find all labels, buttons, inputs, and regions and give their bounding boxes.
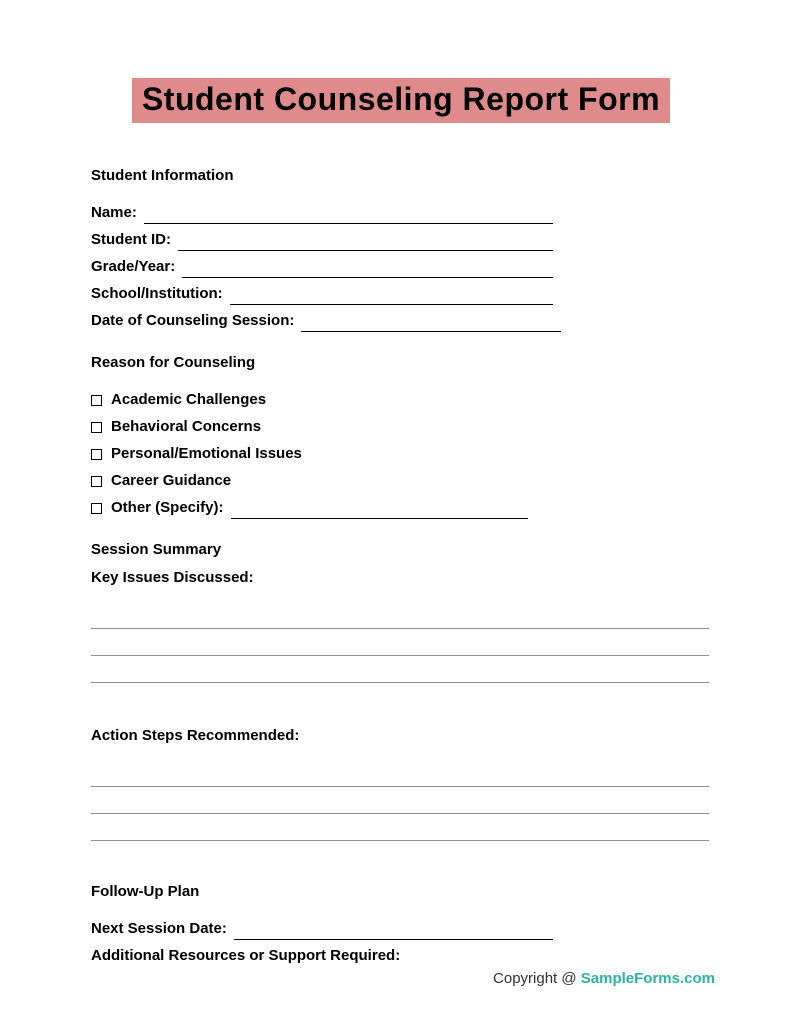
checkbox-academic-challenges [91,384,528,411]
checkbox-behavioral-concerns-label: Behavioral Concerns [111,418,262,435]
field-grade-year [91,251,553,278]
writing-line [91,656,709,683]
checkbox-icon [91,395,102,406]
field-counseling-date-label: Date of Counseling Session: [91,312,295,329]
session-summary-heading: Session Summary [91,541,222,558]
writing-line [91,814,709,841]
field-name-label: Name: [91,204,137,221]
field-student-id-blank-line [178,231,553,251]
key-issues-label: Key Issues Discussed: [91,569,254,586]
section-reason-for-counseling [91,354,711,519]
field-student-id-label: Student ID: [91,231,171,248]
checkbox-icon [91,422,102,433]
writing-line [91,760,709,787]
checkbox-personal-emotional-issues-label: Personal/Emotional Issues [111,445,302,462]
checkbox-icon [91,449,102,460]
action-steps-lines [91,760,709,841]
section-session-summary [91,541,711,841]
page-title: Student Counseling Report Form [132,78,670,123]
field-counseling-date-blank-line [301,312,561,332]
key-issues-lines [91,602,709,683]
writing-line [91,787,709,814]
field-school-institution-blank-line [230,285,553,305]
checkbox-career-guidance-label: Career Guidance [111,472,232,489]
writing-line [91,602,709,629]
field-school-institution [91,278,553,305]
title-wrap [91,78,711,123]
field-next-session-date-label: Next Session Date: [91,920,227,937]
field-additional-resources [91,940,553,967]
checkbox-other-specify [91,492,528,519]
field-next-session-date [91,913,553,940]
student-info-heading: Student Information [91,167,234,184]
field-grade-year-label: Grade/Year: [91,258,176,275]
checkbox-icon [91,503,102,514]
checkbox-other-specify-label: Other (Specify): [111,499,224,516]
footer-link[interactable]: SampleForms.com [580,970,715,987]
field-grade-year-blank-line [182,258,553,278]
checkbox-behavioral-concerns [91,411,528,438]
field-counseling-date [91,305,561,332]
section-follow-up-plan [91,883,711,967]
additional-resources-label: Additional Resources or Support Required: [91,947,401,964]
action-steps-label: Action Steps Recommended: [91,727,300,744]
field-school-institution-label: School/Institution: [91,285,223,302]
field-name [91,197,553,224]
next-session-date-blank-line [234,920,553,940]
field-student-id [91,224,553,251]
follow-up-heading: Follow-Up Plan [91,883,200,900]
footer [493,970,715,987]
checkbox-personal-emotional-issues [91,438,528,465]
field-name-blank-line [144,204,553,224]
reason-heading: Reason for Counseling [91,354,256,371]
section-student-information [91,167,711,332]
checkbox-career-guidance [91,465,528,492]
checkbox-icon [91,476,102,487]
footer-copyright-text: Copyright @ [493,970,581,987]
other-specify-blank-line [231,499,528,519]
writing-line [91,629,709,656]
checkbox-academic-challenges-label: Academic Challenges [111,391,267,408]
